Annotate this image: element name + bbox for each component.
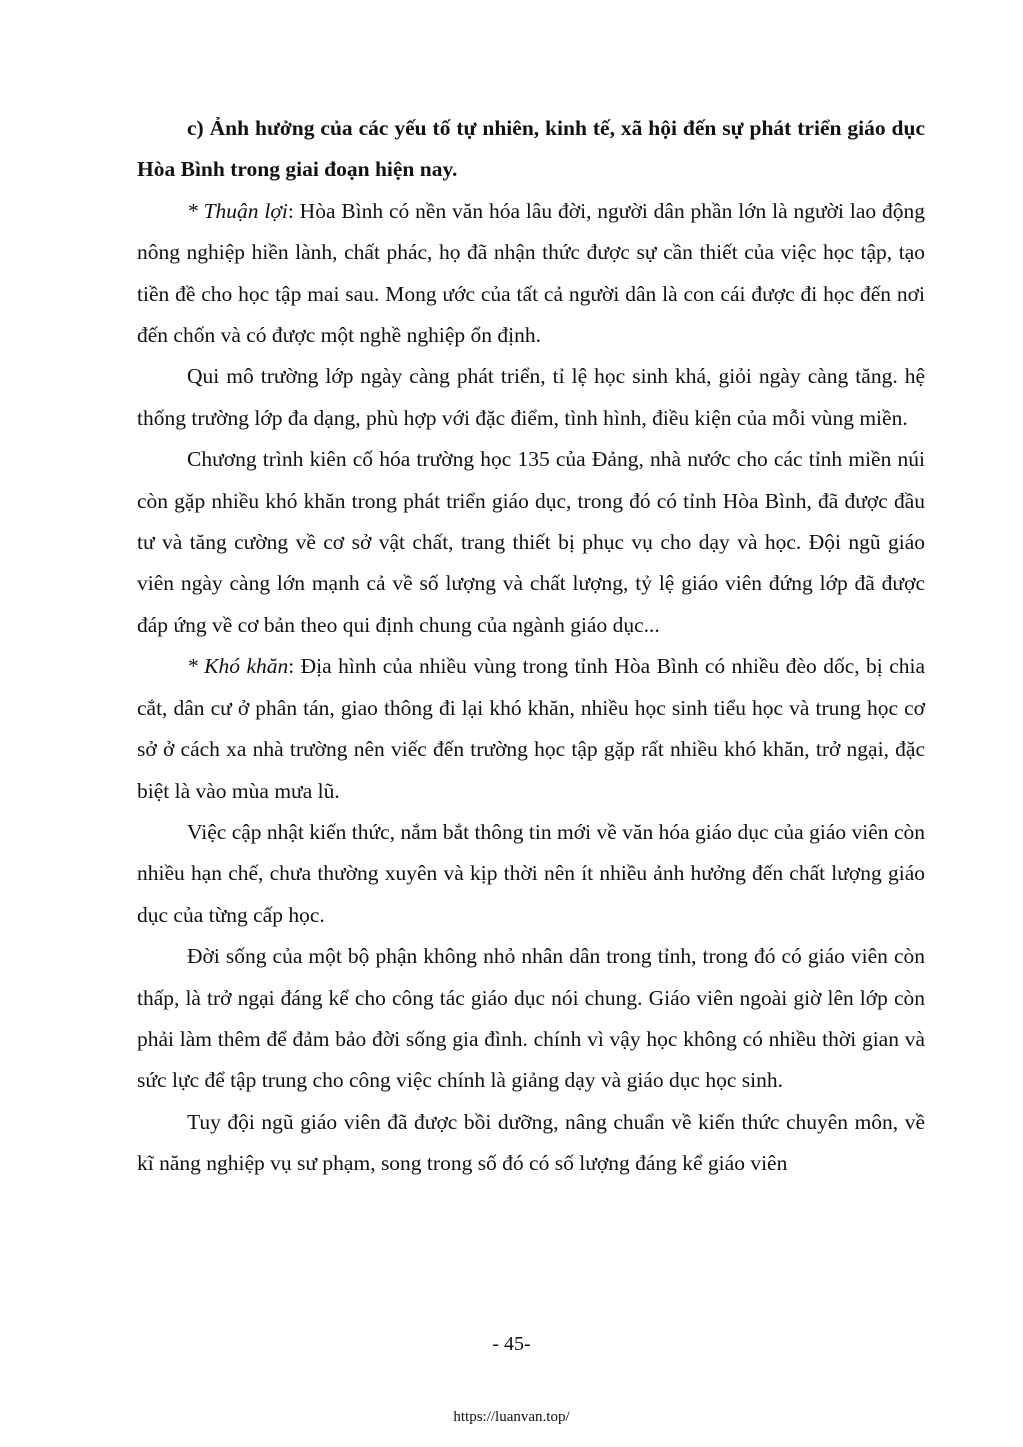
paragraph-update: Việc cập nhật kiến thức, nắm bắt thông tin mới về văn hóa giáo dục của giáo viên còn nhiều hạn chế, chưa thường xuyên và kịp thời nên ít nhiều ảnh hưởng đến chất lượng giáo dục của từng cấp học. bbox=[137, 819, 925, 927]
difficulties-lead: * Khó khăn bbox=[187, 654, 289, 679]
page-number: - 45- bbox=[492, 1333, 531, 1355]
advantages-lead: * Thuận lợi bbox=[187, 198, 288, 223]
section-heading: c) Ảnh hưởng của các yếu tố tự nhiên, kinh tế, xã hội đến sự phát triển giáo dục Hòa Bình trong giai đoạn hiện nay. bbox=[137, 116, 925, 182]
footer-url[interactable]: https://luanvan.top/ bbox=[453, 1409, 570, 1425]
paragraph-program: Chương trình kiên cố hóa trường học 135 của Đảng, nhà nước cho các tỉnh miền núi còn gặp nhiều khó khăn trong phát triển giáo dục, trong đó có tỉnh Hòa Bình, đã được đầu tư và tăng cường về cơ sở vật chất, trang thiết bị phục vụ cho dạy và học. Đội ngũ giáo viên ngày càng lớn mạnh cả về số lượng và chất lượng, tỷ lệ giáo viên đứng lớp đã được đáp ứng về cơ bản theo qui định chung của ngành giáo dục... bbox=[137, 447, 925, 637]
paragraph-advantages bbox=[137, 191, 925, 357]
paragraph-life: Đời sống của một bộ phận không nhỏ nhân dân trong tỉnh, trong đó có giáo viên còn thấp, là trở ngại đáng kể cho công tác giáo dục nói chung. Giáo viên ngoài giờ lên lớp còn phải làm thêm để đảm bảo đời sống gia đình. chính vì vậy học không có nhiều thời gian và sức lực để tập trung cho công việc chính là giảng dạy và giáo dục học sinh. bbox=[137, 944, 925, 1093]
paragraph-teachers: Tuy đội ngũ giáo viên đã được bồi dưỡng, nâng chuẩn về kiến thức chuyên môn, về kĩ năng nghiệp vụ sư phạm, song trong số đó có số lượng đáng kể giáo viên bbox=[137, 1109, 925, 1176]
advantages-text: : Hòa Bình có nền văn hóa lâu đời, người dân phần lớn là người lao động nông nghiệp hiền lành, chất phác, họ đã nhận thức được sự cần thiết của việc học tập, tạo tiền đề cho học tập mai sau. Mong ước của tất cả người dân là con cái được đi học đến nơi đến chốn và có được một nghề nghiệp ổn định. bbox=[137, 198, 925, 348]
paragraph-difficulties bbox=[137, 646, 925, 812]
paragraph-scale: Qui mô trường lớp ngày càng phát triển, tỉ lệ học sinh khá, giỏi ngày càng tăng. hệ thống trường lớp đa dạng, phù hợp với đặc điểm, tình hình, điều kiện của mỗi vùng miền. bbox=[137, 364, 925, 430]
difficulties-text: : Địa hình của nhiều vùng trong tỉnh Hòa Bình có nhiều đèo dốc, bị chia cắt, dân cư ở phân tán, giao thông đi lại khó khăn, nhiều học sinh tiểu học và trung học cơ sở ở cách xa nhà trường nên viếc đến trường học tập gặp rất nhiều khó khăn, trở ngại, đặc biệt là vào mùa mưa lũ. bbox=[137, 654, 926, 803]
document-body bbox=[137, 108, 925, 1185]
